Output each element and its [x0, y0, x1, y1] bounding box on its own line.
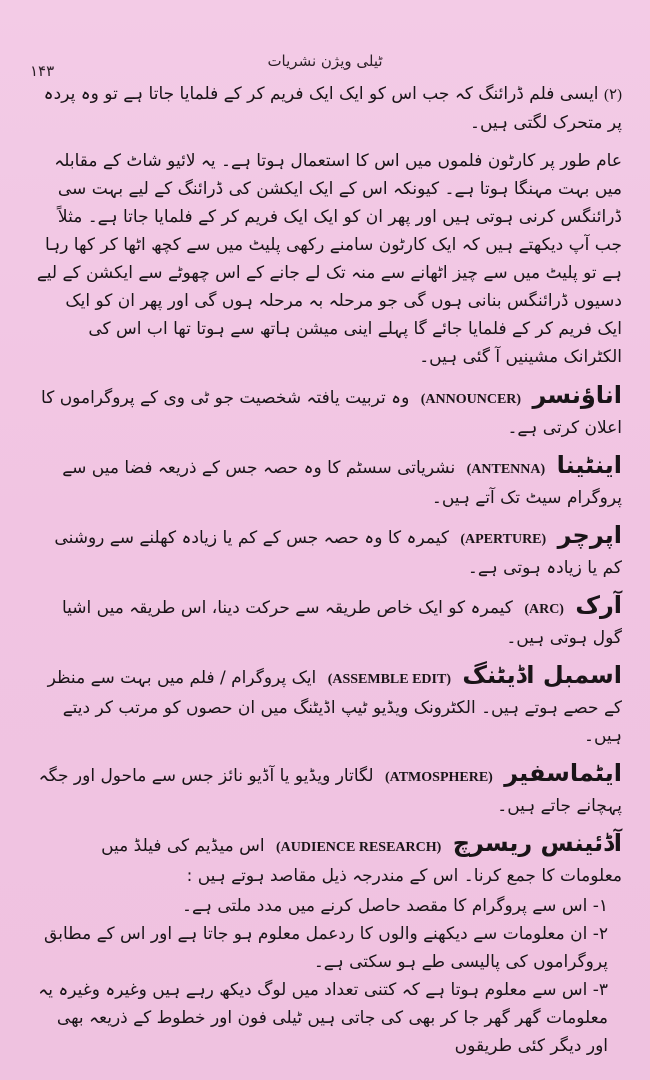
- entry-term-urdu: آرک: [575, 591, 622, 619]
- page-number: ۱۴۳: [30, 64, 55, 80]
- entry-definition: کیمرہ کو ایک خاص طریقہ سے حرکت دینا، اس طریقہ میں اشیا گول ہوتی ہیں۔: [61, 598, 622, 648]
- glossary-entry-assemble-edit: [36, 661, 622, 750]
- entry-term-english: (ANTENNA): [466, 462, 546, 477]
- entry-definition: وہ تربیت یافتہ شخصیت جو ٹی وی کے پروگراموں کا اعلان کرتی ہے۔: [41, 388, 622, 438]
- running-header: ٹیلی ویژن نشریات: [267, 52, 383, 70]
- entry-term-urdu: اناؤنسر: [532, 381, 622, 409]
- audience-research-objectives-list: [36, 892, 608, 1060]
- list-item: ۱- اس سے پروگرام کا مقصد حاصل کرنے میں مدد ملتی ہے۔: [182, 896, 608, 916]
- glossary-entry-arc: [36, 591, 622, 652]
- list-item: ۳- اس سے معلوم ہوتا ہے کہ کتنی تعداد میں لوگ دیکھ رہے ہیں وغیرہ وغیرہ یہ معلومات گھر گھر جا کر بھی کی جاتی ہیں ٹیلی فون اور خطوط کے ذریعہ بھی اور دیگر کئی طریقوں: [38, 980, 608, 1056]
- entry-term-urdu: آڈئینس ریسرچ: [452, 829, 622, 857]
- intro-item-number: (۲): [603, 87, 622, 103]
- entry-term-english: (APERTURE): [460, 532, 547, 547]
- glossary-entry-announcer: [36, 381, 622, 442]
- entry-definition: ایک پروگرام / فلم میں بہت سے منظر کے حصے ہوتے ہیں۔ الکٹرونک ویڈیو ٹیپ اڈیٹنگ میں ان حصوں کو مرتب کر دیتے ہیں۔: [47, 668, 622, 746]
- glossary-entry-antenna: [36, 451, 622, 512]
- entry-definition: اس میڈیم کی فیلڈ میں معلومات کا جمع کرنا۔ اس کے مندرجہ ذیل مقاصد ہوتے ہیں :: [101, 836, 622, 886]
- intro-paragraph: عام طور پر کارٹون فلموں میں اس کا استعمال ہوتا ہے۔ یہ لائیو شاٹ کے مقابلہ میں بہت مہنگا ہوتا ہے۔ کیونکہ اس کے ایک ایکشن کی ڈرائنگ کے لیے بہت سی ڈرائنگس کرنی ہوتی ہیں اور پھر ان کو ایک ایک فریم کر کے فلمایا جاتا ہے۔ مثلاً جب آپ دیکھتے ہیں کہ ایک کارٹون سامنے رکھی پلیٹ میں سے کچھ اٹھا کر کھا رہا ہے تو پلیٹ میں سے چیز اٹھانے سے منہ تک لے جانے کے اس چھوٹے سے ایکشن کے لیے دسیوں ڈرائنگس بنانی ہوں گی جو مرحلہ بہ مرحلہ ہوں گی اور پھر ان کو ایک ایک فریم کر کے فلمایا جائے گا پہلے اینی میشن ہاتھ سے ہوتا تھا اب اس کی الکٹرانک مشینیں آ گئی ہیں۔: [36, 151, 622, 367]
- entry-term-urdu: ایٹماسفیر: [504, 759, 622, 787]
- glossary-entry-atmosphere: [36, 759, 622, 820]
- entry-term-english: (ATMOSPHERE): [384, 770, 493, 785]
- entry-term-english: (ASSEMBLE EDIT): [327, 672, 451, 687]
- entry-definition: لگاتار ویڈیو یا آڈیو نائز جس سے ماحول اور جگہ پہچانے جاتے ہیں۔: [38, 766, 622, 816]
- glossary-entry-audience-research: [36, 829, 622, 1060]
- glossary-entry-aperture: [36, 521, 622, 582]
- entry-term-english: (AUDIENCE RESEARCH): [276, 840, 442, 855]
- page-content: [36, 80, 622, 1054]
- entry-term-english: (ANNOUNCER): [420, 392, 522, 407]
- intro-item: [36, 80, 622, 137]
- entry-term-urdu: اسمبل اڈیٹنگ: [462, 661, 622, 689]
- intro-item-text: ایسی فلم ڈرائنگ کہ جب اس کو ایک ایک فریم کر کے فلمایا جاتا ہے تو وہ پردہ پر متحرک لگتی ہیں۔: [43, 84, 622, 133]
- entry-term-english: (ARC): [524, 602, 564, 617]
- list-item: ۲- ان معلومات سے دیکھنے والوں کا ردعمل معلوم ہو جاتا ہے اور اس کے مطابق پروگراموں کی پالیسی طے ہو سکتی ہے۔: [44, 924, 608, 972]
- entry-term-urdu: اینٹینا: [556, 451, 622, 479]
- entry-definition: نشریاتی سسٹم کا وہ حصہ جس کے ذریعہ فضا میں سے پروگرام سیٹ تک آتے ہیں۔: [62, 458, 622, 508]
- entry-term-urdu: اپرچر: [557, 521, 622, 549]
- entry-definition: کیمرہ کا وہ حصہ جس کے کم یا زیادہ کھلنے سے روشنی کم یا زیادہ ہوتی ہے۔: [54, 528, 622, 578]
